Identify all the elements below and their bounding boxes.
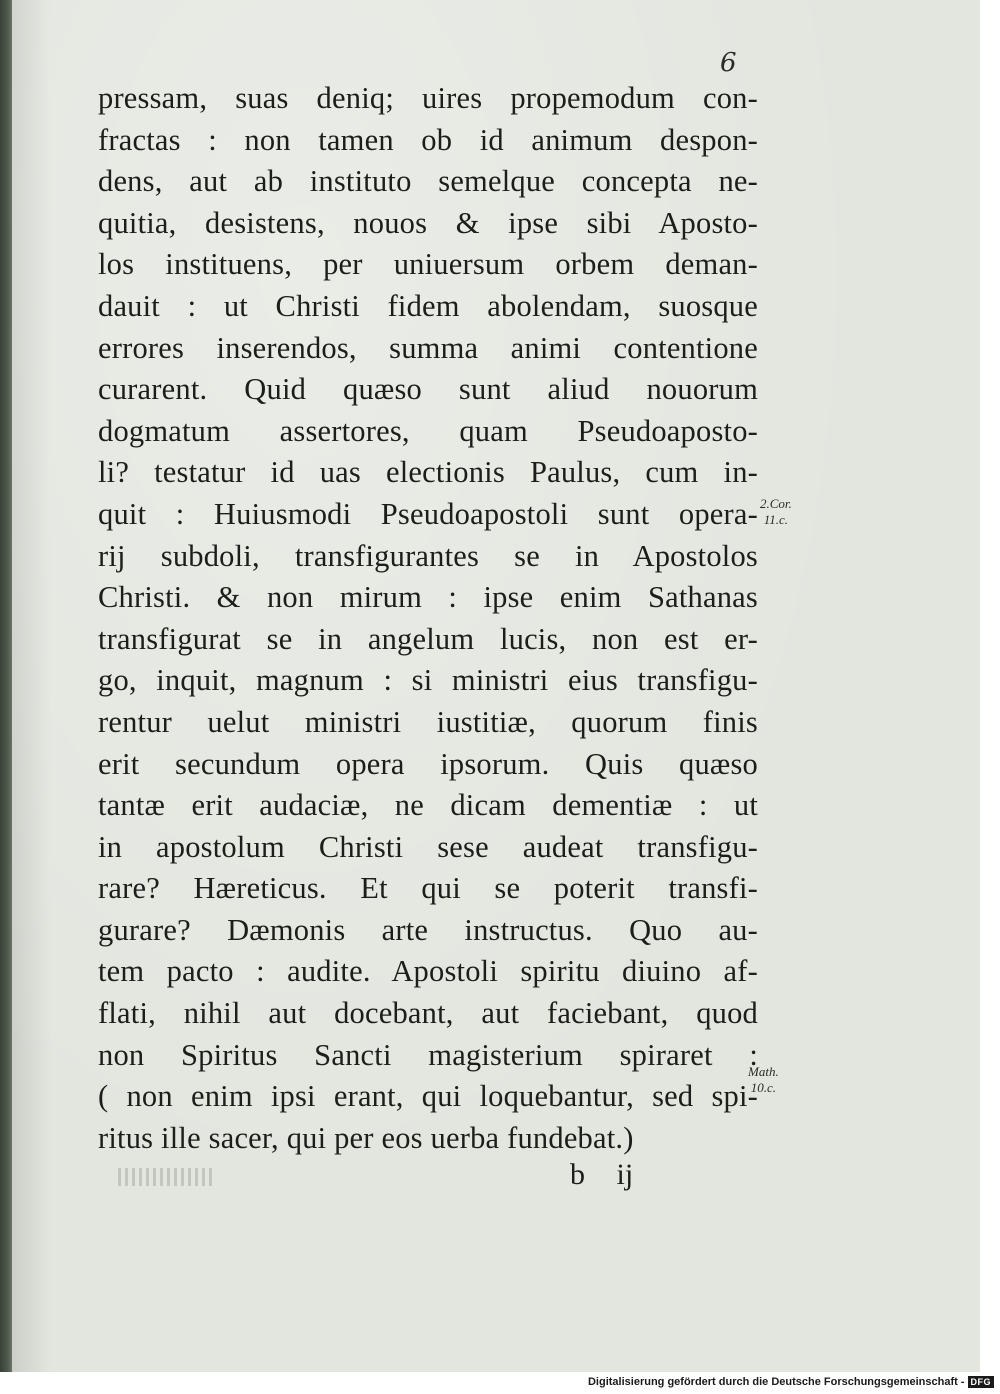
signature-mark: b ij: [570, 1158, 634, 1191]
margin-note-matthew: [748, 1064, 779, 1096]
book-binding-edge: [0, 0, 12, 1372]
text-line: tantæ erit audaciæ, ne dicam dementiæ : ut: [98, 788, 758, 823]
faint-show-through-mark: [118, 1168, 214, 1186]
footer-bar: [0, 1372, 1000, 1394]
text-line: los instituens, per uniuersum orbem deman-: [98, 247, 758, 282]
text-line: li? testatur id uas electionis Paulus, cum in-: [98, 455, 758, 490]
margin-note-book: 2.Cor.: [760, 496, 792, 511]
text-line: curarent. Quid quæso sunt aliud nouorum: [98, 372, 758, 407]
margin-note-chapter: 11.c.: [763, 512, 789, 527]
text-line: rij subdoli, transfigurantes se in Apostolos: [98, 538, 758, 573]
text-line: dauit : ut Christi fidem abolendam, suosque: [98, 288, 758, 323]
text-line: quit : Huiusmodi Pseudoapostoli sunt opera-: [98, 496, 758, 531]
text-line: in apostolum Christi sese audeat transfigu-: [98, 829, 758, 864]
text-line: flati, nihil aut docebant, aut faciebant, quod: [98, 996, 758, 1031]
text-line: errores inserendos, summa animi contentione: [98, 330, 758, 365]
body-text: [98, 78, 758, 1159]
text-line: fractas : non tamen ob id animum despon-: [98, 122, 758, 157]
margin-note-chapter: 10.c.: [750, 1080, 776, 1095]
text-line: quitia, desistens, nouos & ipse sibi Aposto-: [98, 205, 758, 240]
dfg-logo-icon: DFG: [968, 1376, 995, 1388]
text-line: erit secundum opera ipsorum. Quis quæso: [98, 746, 758, 781]
text-line: pressam, suas deniq; uires propemodum con-: [98, 81, 758, 115]
text-line: dogmatum assertores, quam Pseudoaposto-: [98, 413, 758, 448]
text-line: dens, aut ab instituto semelque concepta ne-: [98, 164, 758, 199]
text-line: Christi. & non mirum : ipse enim Sathanas: [98, 580, 758, 615]
text-line: ritus ille sacer, qui per eos uerba fundebat.): [98, 1120, 634, 1155]
text-line: transfigurat se in angelum lucis, non est er-: [98, 621, 758, 656]
margin-note-book: Math.: [748, 1064, 779, 1079]
text-line: ( non enim ipsi erant, qui loquebantur, sed spi-: [98, 1079, 758, 1114]
funding-credit-text: Digitalisierung gefördert durch die Deutsche Forschungsgemeinschaft -: [587, 1376, 965, 1388]
text-line: rare? Hæreticus. Et qui se poterit transfi-: [98, 871, 758, 906]
page-number: 6: [720, 48, 737, 78]
page-right-margin: [980, 0, 1000, 1372]
text-line: non Spiritus Sancti magisterium spiraret :: [98, 1037, 758, 1072]
text-line: tem pacto : audite. Apostoli spiritu diuino af-: [98, 954, 758, 989]
funding-credit: [588, 1376, 994, 1388]
margin-note-corinthians: [760, 496, 792, 528]
text-line: rentur uelut ministri iustitiæ, quorum finis: [98, 704, 758, 739]
text-line: gurare? Dæmonis arte instructus. Quo au-: [98, 912, 758, 947]
text-line: go, inquit, magnum : si ministri eius transfigu-: [98, 663, 758, 698]
